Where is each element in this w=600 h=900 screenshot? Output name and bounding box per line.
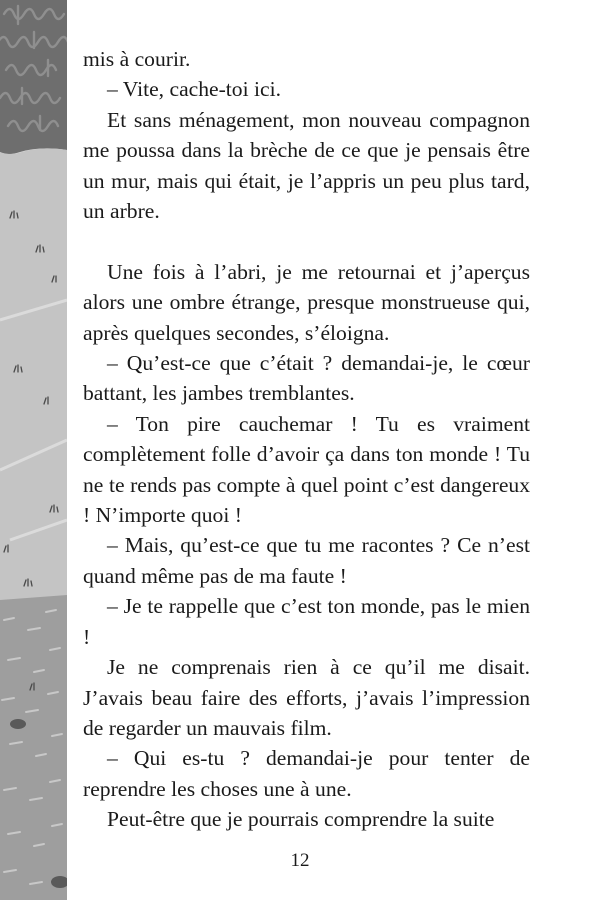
paragraph-dialogue: – Qui es-tu ? demandai-je pour tenter de reprendre les choses une à une.: [83, 746, 530, 801]
paragraph-narration: Peut-être que je pourrais comprendre la suite: [107, 807, 495, 832]
page-text: [83, 44, 530, 835]
strip-top-panel: [0, 0, 67, 154]
paragraph-narration: Une fois à l’abri, je me retournai et j’aperçus alors une ombre étrange, presque monstrueuse qui, après quelques secondes, s’éloigna.: [83, 259, 530, 345]
page-illustration-strip: [0, 0, 67, 900]
paragraph-dialogue: – Vite, cache-toi ici.: [107, 77, 281, 102]
paragraph-dialogue: – Mais, qu’est-ce que tu me racontes ? Ce n’est quand même pas de ma faute !: [83, 533, 530, 588]
page-number: 12: [290, 850, 310, 871]
paragraph-narration: Je ne comprenais rien à ce qu’il me disait. J’avais beau faire des efforts, j’avais l’impression de regarder un mauvais film.: [83, 655, 530, 740]
pebble-upper: [10, 719, 26, 729]
paragraph-dialogue: – Je te rappelle que c’est ton monde, pas le mien !: [83, 594, 530, 649]
paragraph-dialogue: – Qu’est-ce que c’était ? demandai-je, le cœur battant, les jambes tremblantes.: [83, 351, 530, 406]
paragraph-dialogue: – Ton pire cauchemar ! Tu es vraiment complètement folle d’avoir ça dans ton monde ! Tu ne te rends pas compte à quel point c’est dangereux ! N’importe quoi !: [83, 411, 530, 528]
landscape-illustration: [0, 0, 67, 900]
paragraph-continuation: mis à courir.: [83, 47, 191, 71]
paragraph-narration: Et sans ménagement, mon nouveau compagnon me poussa dans la brèche de ce que je pensais être un mur, mais qui était, je l’appris un peu plus tard, un arbre.: [83, 107, 530, 224]
